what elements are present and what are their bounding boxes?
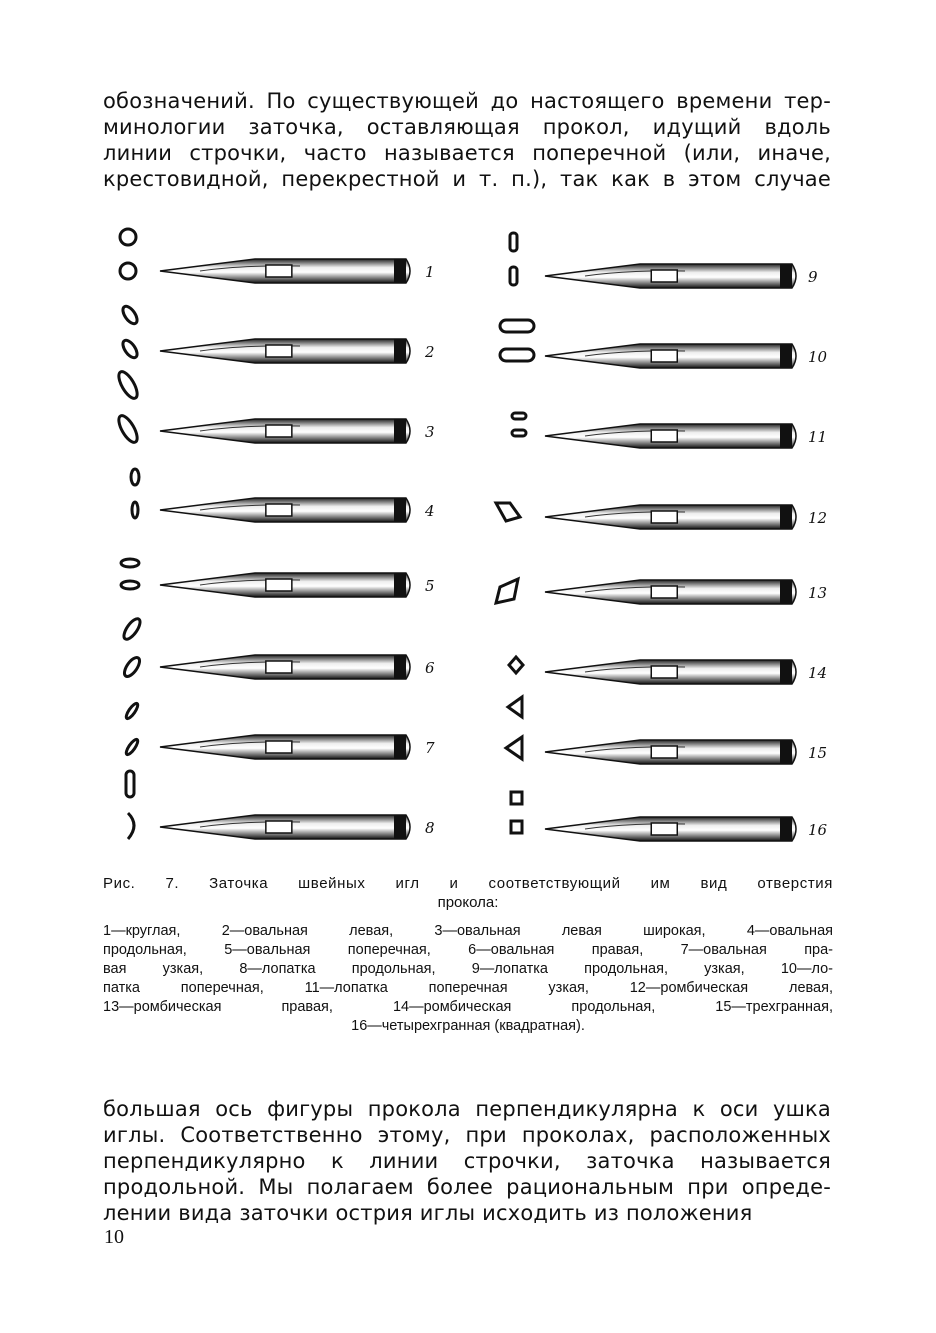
needles-group [160, 259, 796, 841]
needle [545, 660, 796, 684]
legend-line: 1—круглая, 2—овальная левая, 3—овальная левая широкая, 4—овальная [103, 923, 833, 939]
puncture-profile-icon [115, 413, 140, 445]
puncture-profile-icon [500, 349, 534, 361]
figure-caption [103, 874, 833, 1036]
legend-line: продольная, 5—овальная поперечная, 6—овальная правая, 7—овальная пра- [103, 942, 833, 958]
needle [160, 655, 410, 679]
needle-number-label: 14 [808, 664, 828, 682]
puncture-profile-icon [121, 581, 139, 589]
puncture-profile-icon [124, 738, 139, 756]
puncture-profile-icon [124, 702, 139, 720]
needle-number-label: 3 [425, 423, 435, 441]
needle [545, 424, 796, 448]
legend-line: 13—ромбическая правая, 14—ромбическая продольная, 15—трехгранная, [103, 999, 833, 1015]
puncture-profile-icon [512, 430, 526, 436]
text-line: обозначений. По существующей до настоящего времени тер- [103, 89, 831, 113]
puncture-profile-icon [132, 502, 138, 518]
caption-title-continued: прокола: [437, 894, 499, 911]
puncture-profile-icon [121, 559, 139, 567]
puncture-profile-icon [128, 813, 134, 839]
puncture-profile-icon [120, 263, 136, 279]
needle-number-label: 6 [425, 659, 435, 677]
needle-number-label: 16 [808, 821, 828, 839]
puncture-profile-icon [120, 338, 140, 360]
bottom-paragraph [103, 1096, 831, 1226]
needle-number-label: 4 [425, 502, 435, 520]
needle-number-label: 12 [808, 509, 828, 527]
needle-number-label: 7 [425, 739, 435, 757]
puncture-profile-icon [131, 469, 139, 485]
text-line: продольной. Мы полагаем более рациональным при опреде- [103, 1175, 831, 1199]
needle-number-label: 1 [425, 263, 435, 281]
needle-number-label: 13 [808, 584, 828, 602]
needle [545, 264, 796, 288]
text-line: перпендикулярно к линии строчки, заточка называется [103, 1149, 831, 1173]
needle-number-label: 9 [808, 268, 818, 286]
needle-number-label: 8 [425, 819, 435, 837]
puncture-profile-icon [496, 503, 520, 521]
puncture-profile-icon [121, 616, 143, 641]
puncture-profile-icon [496, 579, 518, 603]
needle [545, 740, 796, 764]
puncture-profile-icon [120, 304, 140, 326]
text-line: линии строчки, часто называется поперечной (или, иначе, [103, 141, 831, 165]
puncture-profile-icon [115, 369, 140, 401]
legend-line: патка поперечная, 11—лопатка поперечная узкая, 12—ромбическая левая, [103, 980, 833, 996]
needle-number-label: 5 [425, 577, 435, 595]
puncture-profile-icon [508, 697, 522, 717]
top-paragraph [103, 88, 831, 192]
puncture-profile-icon [122, 655, 143, 679]
caption-title: Рис. 7. Заточка швейных игл и соответствующий им вид отверстия [103, 875, 833, 892]
puncture-profile-icon [511, 821, 522, 833]
needle [160, 498, 410, 522]
puncture-profile-icon [506, 737, 522, 759]
text-line: лении вида заточки острия иглы исходить из положения [103, 1201, 753, 1225]
puncture-profile-icon [120, 229, 136, 245]
needle-figure [0, 215, 936, 865]
puncture-profile-icon [512, 413, 526, 419]
needle-number-label: 2 [425, 343, 435, 361]
puncture-profile-icon [500, 320, 534, 332]
needle [160, 259, 410, 283]
needle [160, 735, 410, 759]
puncture-profile-icon [511, 792, 522, 804]
legend-line: 16—четырехгранная (квадратная). [351, 1018, 585, 1034]
needle [545, 817, 796, 841]
needle [160, 573, 410, 597]
needle [160, 339, 410, 363]
puncture-profile-icon [510, 267, 517, 285]
needle-number-label: 15 [808, 744, 828, 762]
needle [160, 815, 410, 839]
puncture-profile-icon [509, 657, 523, 673]
page-number: 10 [104, 1226, 124, 1248]
text-line: иглы. Соответственно этому, при проколах, расположенных [103, 1123, 831, 1147]
needle [545, 580, 796, 604]
puncture-profile-icon [126, 771, 134, 797]
text-line: крестовидной, перекрестной и т. п.), так как в этом случае [103, 167, 831, 191]
needle-number-label: 11 [808, 428, 828, 446]
needle [545, 344, 796, 368]
text-line: большая ось фигуры прокола перпендикулярна к оси ушка [103, 1097, 831, 1121]
needle-number-label: 10 [808, 348, 828, 366]
needle [545, 505, 796, 529]
legend-line: вая узкая, 8—лопатка продольная, 9—лопатка продольная, узкая, 10—ло- [103, 961, 833, 977]
caption-legend [103, 922, 833, 1036]
puncture-profile-icon [510, 233, 517, 251]
text-line: минологии заточка, оставляющая прокол, идущий вдоль [103, 115, 831, 139]
needle [160, 419, 410, 443]
